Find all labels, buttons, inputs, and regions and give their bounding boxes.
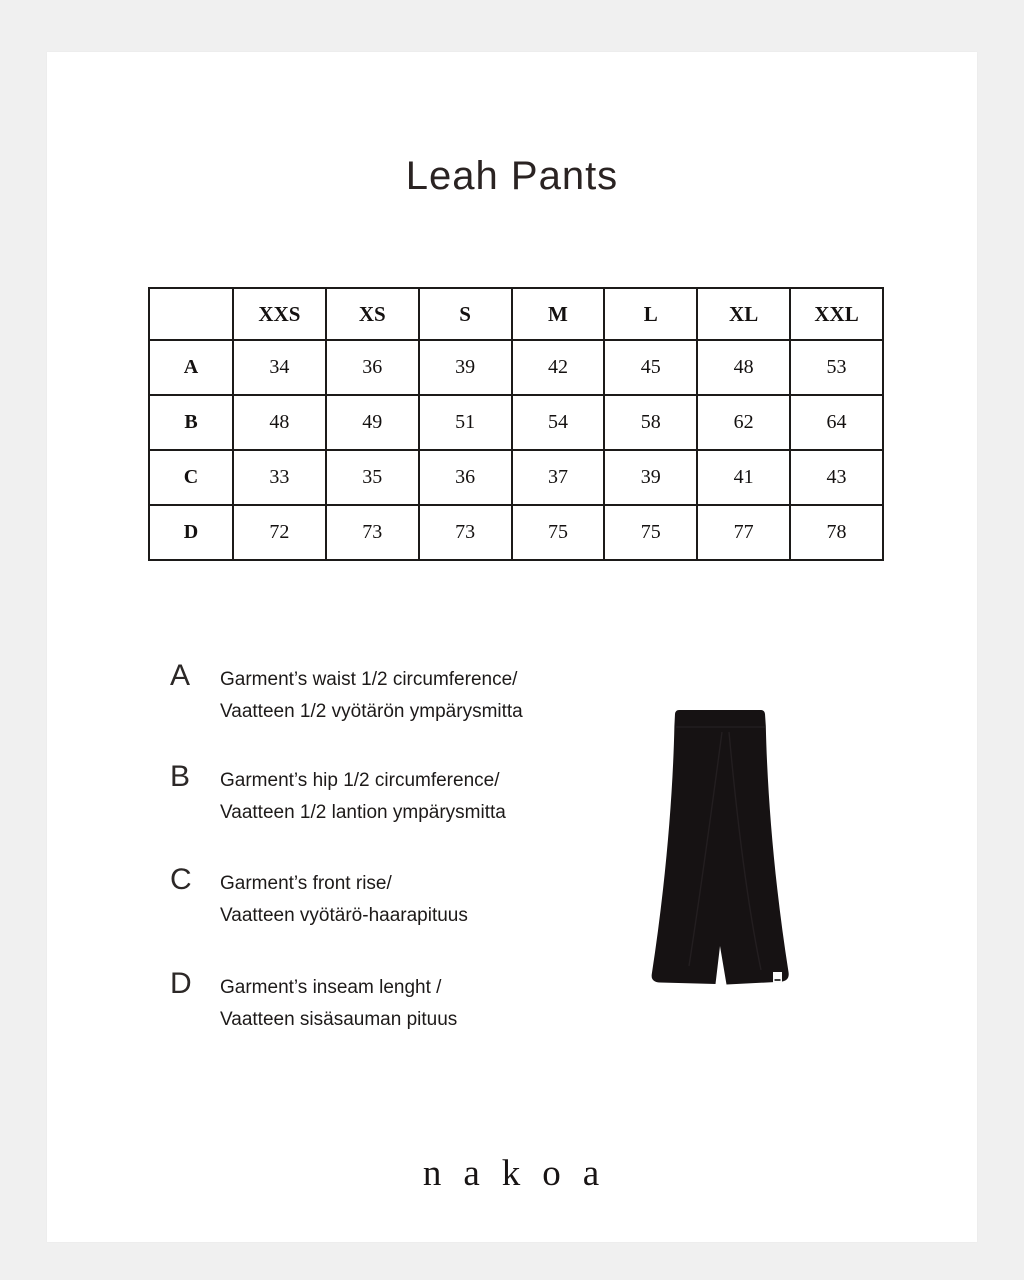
row-label-b: B — [149, 395, 233, 450]
legend-line-en: Garment’s waist 1/2 circumference/ — [220, 669, 518, 690]
size-value-cell: 78 — [790, 505, 883, 560]
product-photo-pants — [630, 690, 810, 1000]
size-value-cell: 35 — [326, 450, 419, 505]
col-header-xl: XL — [697, 288, 790, 340]
size-value-cell: 39 — [419, 340, 512, 395]
row-label-a: A — [149, 340, 233, 395]
col-header-s: S — [419, 288, 512, 340]
size-value-cell: 45 — [604, 340, 697, 395]
size-value-cell: 62 — [697, 395, 790, 450]
size-value-cell: 75 — [604, 505, 697, 560]
size-chart-header-row — [149, 288, 883, 340]
size-value-cell: 49 — [326, 395, 419, 450]
size-value-cell: 48 — [233, 395, 326, 450]
size-value-cell: 42 — [512, 340, 605, 395]
col-header-xxs: XXS — [233, 288, 326, 340]
size-value-cell: 75 — [512, 505, 605, 560]
corner-cell — [149, 288, 233, 340]
col-header-xxl: XXL — [790, 288, 883, 340]
table-row-c — [149, 450, 883, 505]
page-title: Leah Pants — [405, 154, 619, 198]
legend-line-en: Garment’s hip 1/2 circumference/ — [220, 770, 500, 791]
size-value-cell: 34 — [233, 340, 326, 395]
table-row-b — [149, 395, 883, 450]
size-value-cell: 37 — [512, 450, 605, 505]
pants-image-svg — [630, 690, 810, 1000]
brand-logo: nakoa — [422, 1153, 622, 1194]
legend-line-en: Garment’s inseam lenght / — [220, 977, 442, 998]
legend-letter-b: B — [170, 760, 191, 793]
size-value-cell: 39 — [604, 450, 697, 505]
pants-hem-tag — [773, 972, 782, 983]
table-row-a — [149, 340, 883, 395]
legend-line-fi: Vaatteen 1/2 lantion ympärysmitta — [220, 802, 506, 823]
table-row-d — [149, 505, 883, 560]
size-value-cell: 53 — [790, 340, 883, 395]
size-value-cell: 41 — [697, 450, 790, 505]
col-header-l: L — [604, 288, 697, 340]
size-value-cell: 43 — [790, 450, 883, 505]
size-value-cell: 51 — [419, 395, 512, 450]
size-value-cell: 77 — [697, 505, 790, 560]
legend-line-fi: Vaatteen vyötärö-haarapituus — [220, 905, 468, 926]
size-value-cell: 72 — [233, 505, 326, 560]
size-value-cell: 54 — [512, 395, 605, 450]
legend-letter-c: C — [170, 863, 192, 896]
size-value-cell: 58 — [604, 395, 697, 450]
size-chart-table — [148, 287, 884, 561]
size-value-cell: 73 — [326, 505, 419, 560]
pants-silhouette — [652, 710, 789, 985]
hem-tag-mark — [775, 979, 781, 981]
size-value-cell: 73 — [419, 505, 512, 560]
size-value-cell: 36 — [419, 450, 512, 505]
legend-line-fi: Vaatteen 1/2 vyötärön ympärysmitta — [220, 701, 523, 722]
page-card — [47, 52, 977, 1242]
size-value-cell: 36 — [326, 340, 419, 395]
legend-line-fi: Vaatteen sisäsauman pituus — [220, 1009, 458, 1030]
size-value-cell: 64 — [790, 395, 883, 450]
legend-letter-a: A — [170, 659, 191, 692]
legend-line-en: Garment’s front rise/ — [220, 873, 392, 894]
row-label-c: C — [149, 450, 233, 505]
col-header-m: M — [512, 288, 605, 340]
size-value-cell: 48 — [697, 340, 790, 395]
size-value-cell: 33 — [233, 450, 326, 505]
col-header-xs: XS — [326, 288, 419, 340]
legend-letter-d: D — [170, 967, 192, 1000]
row-label-d: D — [149, 505, 233, 560]
